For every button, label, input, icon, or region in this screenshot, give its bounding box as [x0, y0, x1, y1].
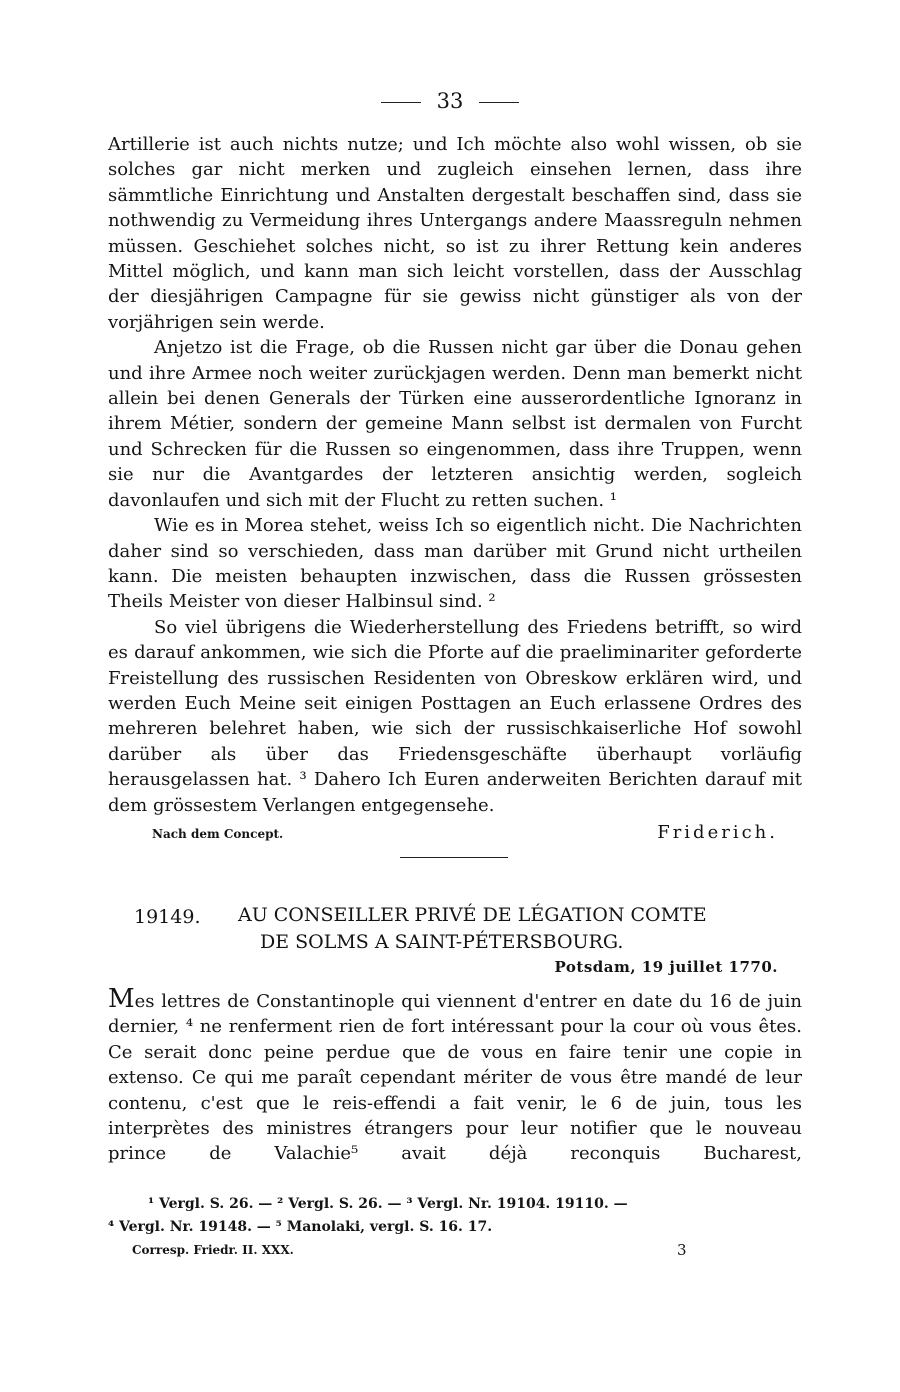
- drop-cap: M: [108, 984, 135, 1014]
- dateline: Potsdam, 19 juillet 1770.: [554, 958, 778, 976]
- page-number: 33: [436, 89, 464, 113]
- letter-body-continued: [108, 132, 802, 818]
- paragraph: Anjetzo ist die Frage, ob die Russen nicht gar über die Donau gehen und ihre Armee noch weiter zurückjagen werden. Denn man bemerkt nicht allein bei denen Generals der Türken eine ausserordentliche Ignoranz in ihrem Métier, sondern der gemeine Mann selbst ist dermalen von Furcht und Schrecken für die Russen so eingenommen, dass ihre Truppen, wenn sie nur die Avantgardes der letzteren ansichtig werden, sogleich davonlaufen und sich mit der Flucht zu retten suchen. ¹: [108, 337, 802, 511]
- paragraph: Wie es in Morea stehet, weiss Ich so eigentlich nicht. Die Nachrichten daher sind so verschieden, dass man darüber mit Grund nicht urtheilen kann. Die meisten behaupten inzwischen, dass die Russen grössesten Theils Meister von dieser Halbinsul sind. ²: [108, 515, 802, 613]
- header-dash-left: [381, 102, 421, 103]
- letter-number: 19149.: [134, 906, 201, 928]
- paragraph: So viel übrigens die Wiederherstellung des Friedens betrifft, so wird es darauf ankommen, wie sich die Pforte auf die praeliminariter geforderte Freistellung des russischen Residenten von Obreskow erklären wird, und werden Euch Meine seit einigen Posttagen an Euch erlassene Ordres des mehreren belehret haben, wie sich der russischkaiserliche Hof sowohl darüber als über das Friedensgeschäfte überhaupt vorläufig herausgelassen hat. ³ Dahero Ich Euren anderweiten Berichten darauf mit dem grössestem Verlangen entgegensehe.: [108, 616, 802, 816]
- header-dash-right: [479, 102, 519, 103]
- letter-title-line-2: DE SOLMS A SAINT-PÉTERSBOURG.: [260, 931, 624, 953]
- page-header: [0, 88, 900, 114]
- closing-row: [152, 817, 778, 843]
- letter-body: [108, 984, 802, 1167]
- section-divider: [400, 857, 508, 858]
- collection-signature: Corresp. Friedr. II. XXX.: [132, 1243, 294, 1257]
- paragraph: Artillerie ist auch nichts nutze; und Ich möchte also wohl wissen, ob sie solches gar nicht merken und zugleich einsehen lernen, dass ihre sämmtliche Einrichtung und Anstalten dergestalt beschaffen sind, dass sie nothwendig zu Vermeidung ihres Untergangs andere Maassreguln nehmen müssen. Geschiehet solches nicht, so ist zu ihrer Rettung kein anderes Mittel möglich, und kann man sich leicht vorstellen, dass der Ausschlag der diesjährigen Campagne für sie gewiss nicht günstiger als von der vorjährigen sein werde.: [108, 134, 802, 333]
- footnote-line-1: ¹ Vergl. S. 26. — ² Vergl. S. 26. — ³ Vergl. Nr. 19104. 19110. —: [148, 1196, 628, 1212]
- letter-text: es lettres de Constantinople qui viennent d'entrer en date du 16 de juin dernier, ⁴ ne renferment rien de fort intéressant pour la cour où vous êtes. Ce serait donc peine perdue que de vous en faire tenir une copie in extenso. Ce qui me paraît cependant mériter de vous être mandé de leur contenu, c'est que le reis-effendi a fait venir, le 6 de juin, tous les interprètes des ministres étrangers pour leur notifier que le nouveau prince de Valachie⁵ avait déjà reconquis Bucharest,: [108, 991, 802, 1165]
- paragraph: [108, 984, 802, 1167]
- letter-title-line-1: AU CONSEILLER PRIVÉ DE LÉGATION COMTE: [238, 904, 707, 926]
- source-note: Nach dem Concept.: [152, 827, 284, 841]
- footnote-line-2: ⁴ Vergl. Nr. 19148. — ⁵ Manolaki, vergl. S. 16. 17.: [108, 1219, 493, 1235]
- signature: Friderich.: [657, 822, 778, 843]
- sheet-number: 3: [677, 1241, 687, 1259]
